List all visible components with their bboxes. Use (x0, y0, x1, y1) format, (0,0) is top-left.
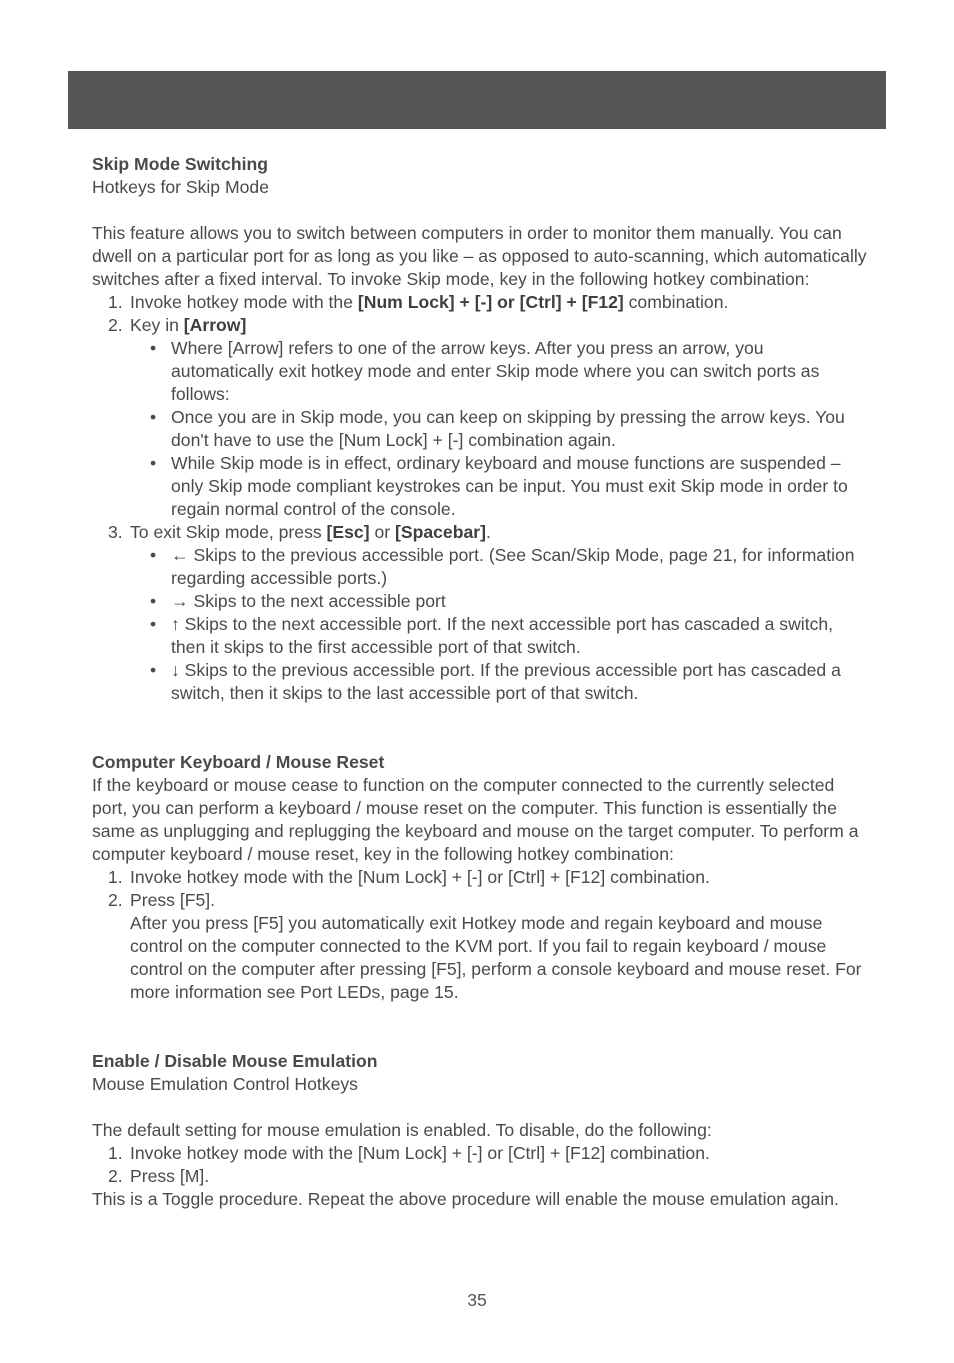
keyboard-reset-steps (92, 866, 867, 912)
list-item: • Once you are in Skip mode, you can keep on skipping by pressing the arrow keys. You don't have to use the [Num Lock] + [-] combination again. (150, 407, 845, 450)
skip-step-2-bullets (92, 337, 867, 521)
page-number: 35 (467, 1290, 487, 1310)
mouse-emulation-outro: This is a Toggle procedure. Repeat the above procedure will enable the mouse emulation again. (92, 1189, 839, 1209)
skip-mode-steps (92, 291, 867, 337)
hotkey-combo: [Num Lock] + [-] or [Ctrl] + [F12] (357, 292, 624, 312)
list-item: • ↑ Skips to the next accessible port. If the next accessible port has cascaded a switch, then it skips to the first accessible port of that switch. (150, 614, 834, 657)
emulation-step-1: 1. Invoke hotkey mode with the [Num Lock] + [-] or [Ctrl] + [F12] combination. (108, 1143, 710, 1163)
skip-mode-steps-cont (92, 521, 867, 544)
spacebar-key: [Spacebar] (395, 522, 486, 542)
skip-step-2: 2. Key in [Arrow] (108, 315, 247, 335)
list-item: • → Skips to the next accessible port (150, 591, 446, 611)
skip-step-1: 1. Invoke hotkey mode with the [Num Lock] + [-] or [Ctrl] + [F12] combination. (108, 292, 729, 312)
list-item: • ↓ Skips to the previous accessible port. If the previous accessible port has cascaded a switch, then it skips to the last accessible port of that switch. (150, 660, 841, 703)
reset-step-1: 1. Invoke hotkey mode with the [Num Lock] + [-] or [Ctrl] + [F12] combination. (108, 867, 710, 887)
section-title-keyboard-mouse-reset: Computer Keyboard / Mouse Reset (92, 752, 385, 772)
section-subtitle-mouse-emulation: Mouse Emulation Control Hotkeys (92, 1074, 358, 1094)
reset-step-2: 2. Press [F5]. (108, 890, 216, 910)
list-item: • Where [Arrow] refers to one of the arrow keys. After you press an arrow, you automatically exit hotkey mode and enter Skip mode where you can switch ports as follows: (150, 338, 820, 404)
emulation-step-2: 2. Press [M]. (108, 1166, 210, 1186)
skip-mode-intro: This feature allows you to switch between computers in order to monitor them manually. You can dwell on a particular port for as long as you like – as opposed to auto-scanning, which automatically switches after a fixed interval. To invoke Skip mode, key in the following hotkey combination: (92, 223, 867, 289)
arrow-key: [Arrow] (183, 315, 247, 335)
reset-step-2-detail: After you press [F5] you automatically exit Hotkey mode and regain keyboard and mouse control on the computer connected to the KVM port. If you fail to regain keyboard / mouse control on the computer after pressing [F5], perform a console keyboard and mouse reset. For more information see Port LEDs, page 15. (130, 913, 862, 1002)
header-bar (68, 71, 886, 129)
mouse-emulation-intro: The default setting for mouse emulation is enabled. To disable, do the following: (92, 1120, 712, 1140)
list-item: • While Skip mode is in effect, ordinary keyboard and mouse functions are suspended – only Skip mode compliant keystrokes can be input. You must exit Skip mode in order to regain normal control of the console. (150, 453, 848, 519)
document-body (92, 153, 867, 1211)
section-title-mouse-emulation: Enable / Disable Mouse Emulation (92, 1051, 378, 1071)
section-subtitle-skip-mode: Hotkeys for Skip Mode (92, 177, 269, 197)
esc-key: [Esc] (326, 522, 370, 542)
skip-step-3-bullets (92, 544, 867, 705)
list-item: • ← Skips to the previous accessible port. (See Scan/Skip Mode, page 21, for information regarding accessible ports.) (150, 545, 855, 588)
section-title-skip-mode: Skip Mode Switching (92, 154, 268, 174)
keyboard-reset-intro: If the keyboard or mouse cease to function on the computer connected to the currently selected port, you can perform a keyboard / mouse reset on the computer. This function is essentially the same as unplugging and replugging the keyboard and mouse on the target computer. To perform a computer keyboard / mouse reset, key in the following hotkey combination: (92, 775, 859, 864)
skip-step-3: 3. To exit Skip mode, press [Esc] or [Spacebar]. (108, 522, 491, 542)
mouse-emulation-steps (92, 1142, 867, 1188)
